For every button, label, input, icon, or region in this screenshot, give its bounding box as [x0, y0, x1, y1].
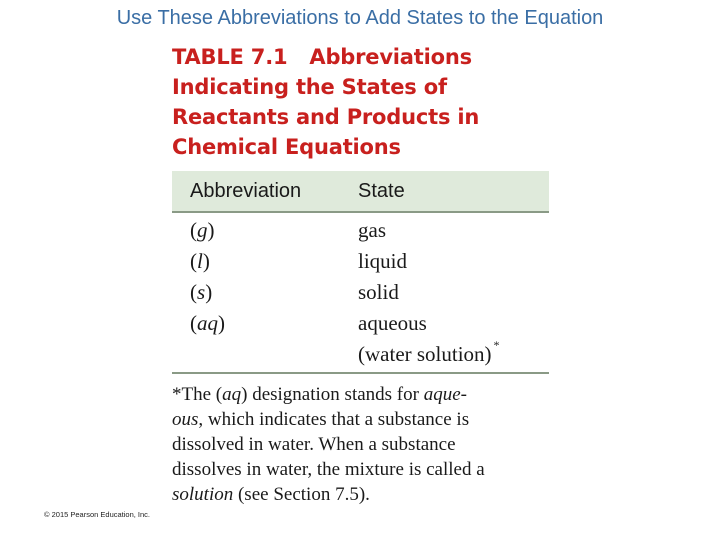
- table-row: [172, 218, 549, 249]
- table-header: [172, 171, 549, 213]
- caption-text: Abbreviations: [309, 45, 472, 69]
- abbreviation-cell: (s): [190, 280, 213, 304]
- caption-line-3: Reactants and Products in: [172, 105, 480, 129]
- copyright-notice: © 2015 Pearson Education, Inc.: [44, 510, 151, 519]
- caption-line-1: [172, 42, 552, 72]
- slide-title: Use These Abbreviations to Add States to the Equation: [116, 7, 604, 29]
- table-row: [172, 311, 549, 342]
- state-cell: solid: [358, 280, 399, 304]
- caption-line-4: Chemical Equations: [172, 135, 401, 159]
- table-row-continuation: [172, 338, 549, 373]
- table-number: TABLE 7.1: [172, 45, 288, 69]
- abbreviation-cell: (g): [190, 218, 215, 242]
- table-body: [172, 218, 549, 373]
- footnote-line: dissolved in water. When a substance: [172, 434, 456, 455]
- footnote-marker: *: [493, 338, 500, 352]
- abbreviation-cell: (l): [190, 249, 210, 273]
- footnote-line: solution (see Section 7.5).: [172, 484, 370, 505]
- table-caption: [172, 42, 552, 162]
- table-row: [172, 249, 549, 280]
- footnote-line: *The (aq) designation stands for aque-: [172, 384, 467, 405]
- header-state: State: [358, 180, 405, 202]
- footnote-line: dissolves in water, the mixture is called a: [172, 459, 485, 480]
- table-bottom-rule: [172, 372, 549, 374]
- caption-line-2: Indicating the States of: [172, 75, 447, 99]
- table-row: [172, 280, 549, 311]
- state-cell: gas: [358, 218, 386, 242]
- header-abbreviation: Abbreviation: [190, 180, 302, 202]
- abbreviation-cell: (aq): [190, 311, 225, 335]
- state-cell: aqueous: [358, 311, 427, 335]
- footnote-line: ous, which indicates that a substance is: [172, 409, 470, 430]
- state-cell: liquid: [358, 249, 408, 273]
- state-cell-continuation: (water solution) *: [358, 338, 500, 366]
- table-footnote: [172, 382, 552, 507]
